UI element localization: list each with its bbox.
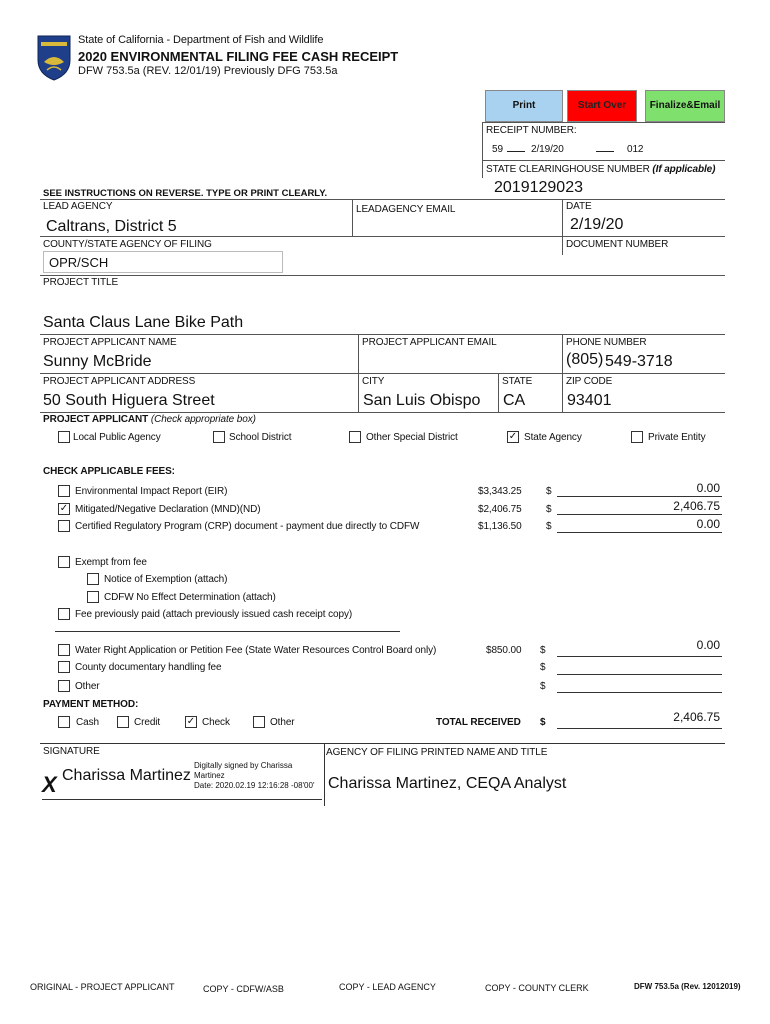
lead-agency-label: LEAD AGENCY bbox=[43, 201, 113, 212]
checkbox-water-right[interactable] bbox=[58, 644, 70, 656]
printed-name-label: AGENCY OF FILING PRINTED NAME AND TITLE bbox=[326, 747, 548, 758]
fee-eir: $3,343.25 bbox=[478, 486, 522, 497]
signature-x-mark: X bbox=[42, 772, 57, 797]
checkbox-cash[interactable] bbox=[58, 716, 70, 728]
checkbox-school-district[interactable] bbox=[213, 431, 225, 443]
checkbox-private-entity[interactable] bbox=[631, 431, 643, 443]
amount-crp[interactable]: 0.00 bbox=[696, 517, 720, 531]
fee-mnd: $2,406.75 bbox=[478, 504, 522, 515]
total-received-amount[interactable]: 2,406.75 bbox=[673, 710, 720, 724]
county-value: OPR/SCH bbox=[49, 255, 109, 270]
dollar-crp: $ bbox=[546, 521, 552, 532]
label-exempt: Exempt from fee bbox=[75, 557, 147, 568]
document-number-label: DOCUMENT NUMBER bbox=[566, 239, 669, 250]
clearinghouse-label: STATE CLEARINGHOUSE NUMBER (If applicable) bbox=[486, 164, 716, 175]
label-state-agency: State Agency bbox=[524, 432, 582, 443]
checkbox-other-fee[interactable] bbox=[58, 680, 70, 692]
amount-eir[interactable]: 0.00 bbox=[696, 481, 720, 495]
date-value[interactable]: 2/19/20 bbox=[570, 216, 624, 233]
print-button[interactable]: Print bbox=[485, 90, 563, 122]
applicant-type-label: PROJECT APPLICANT (Check appropriate box) bbox=[43, 414, 256, 425]
label-other-special-district: Other Special District bbox=[366, 432, 458, 443]
label-no-effect: CDFW No Effect Determination (attach) bbox=[104, 592, 276, 603]
payment-method-label: PAYMENT METHOD: bbox=[43, 699, 139, 710]
total-received-label: TOTAL RECEIVED bbox=[436, 717, 521, 728]
project-title-value[interactable]: Santa Claus Lane Bike Path bbox=[43, 314, 244, 331]
checkbox-credit[interactable] bbox=[117, 716, 129, 728]
label-crp: Certified Regulatory Program (CRP) document - payment due directly to CDFW bbox=[75, 521, 420, 532]
dollar-mnd: $ bbox=[546, 504, 552, 515]
footer-copy-cdfw: COPY - CDFW/ASB bbox=[203, 984, 284, 994]
label-water-right: Water Right Application or Petition Fee (State Water Resources Control Board only) bbox=[75, 645, 437, 656]
finalize-email-button[interactable]: Finalize&Email bbox=[645, 90, 725, 122]
receipt-number-part1[interactable]: 59 bbox=[492, 144, 503, 155]
total-dollar: $ bbox=[540, 717, 546, 728]
city-label: CITY bbox=[362, 376, 385, 387]
checkbox-no-effect[interactable] bbox=[87, 591, 99, 603]
dollar-water-right: $ bbox=[540, 645, 546, 656]
checkbox-notice-of-exemption[interactable] bbox=[87, 573, 99, 585]
label-credit: Credit bbox=[134, 717, 161, 728]
phone-area-code[interactable]: (805) bbox=[566, 351, 604, 368]
applicant-type-note: (Check appropriate box) bbox=[150, 414, 256, 425]
signature-field[interactable] bbox=[42, 758, 322, 802]
fees-label: CHECK APPLICABLE FEES: bbox=[43, 466, 175, 477]
footer-copy-lead: COPY - LEAD AGENCY bbox=[339, 982, 436, 992]
county-field[interactable] bbox=[43, 251, 283, 273]
signature-label: SIGNATURE bbox=[43, 746, 100, 757]
clearinghouse-number[interactable]: 2019129023 bbox=[494, 179, 583, 196]
address-label: PROJECT APPLICANT ADDRESS bbox=[43, 376, 196, 387]
instructions-text: SEE INSTRUCTIONS ON REVERSE. TYPE OR PRINT CLEARLY. bbox=[43, 188, 328, 199]
label-check: Check bbox=[202, 717, 230, 728]
applicant-email-label: PROJECT APPLICANT EMAIL bbox=[362, 337, 497, 348]
checkbox-state-agency[interactable]: ✓ bbox=[508, 431, 518, 442]
zip-label: ZIP CODE bbox=[566, 376, 613, 387]
county-label: COUNTY/STATE AGENCY OF FILING bbox=[43, 239, 212, 250]
label-mnd: Mitigated/Negative Declaration (MND)(ND) bbox=[75, 504, 261, 515]
label-eir: Environmental Impact Report (EIR) bbox=[75, 486, 228, 497]
amount-water-right[interactable]: 0.00 bbox=[696, 638, 720, 652]
address-value[interactable]: 50 South Higuera Street bbox=[43, 392, 215, 409]
checkbox-crp[interactable] bbox=[58, 520, 70, 532]
checkbox-local-public-agency[interactable] bbox=[58, 431, 70, 443]
applicant-name-label: PROJECT APPLICANT NAME bbox=[43, 337, 177, 348]
label-local-public-agency: Local Public Agency bbox=[73, 432, 161, 443]
seal-icon bbox=[36, 34, 72, 82]
fee-water-right: $850.00 bbox=[486, 645, 522, 656]
receipt-number-part3[interactable]: 012 bbox=[627, 144, 644, 155]
project-title-label: PROJECT TITLE bbox=[43, 277, 119, 288]
state-label: STATE bbox=[502, 376, 533, 387]
form-title: 2020 ENVIRONMENTAL FILING FEE CASH RECEIPT bbox=[78, 49, 399, 64]
agency-name: State of California - Department of Fish and Wildlife bbox=[78, 34, 324, 46]
city-value[interactable]: San Luis Obispo bbox=[363, 392, 481, 409]
receipt-number-label: RECEIPT NUMBER: bbox=[486, 125, 577, 136]
dollar-eir: $ bbox=[546, 486, 552, 497]
footer-copy-county: COPY - COUNTY CLERK bbox=[485, 983, 589, 993]
digital-sig-line3: Date: 2020.02.19 12:16:28 -08'00' bbox=[194, 781, 315, 790]
checkbox-other-payment[interactable] bbox=[253, 716, 265, 728]
signature-name: Charissa Martinez bbox=[62, 767, 191, 784]
label-school-district: School District bbox=[229, 432, 292, 443]
applicant-name-value[interactable]: Sunny McBride bbox=[43, 353, 152, 370]
clearinghouse-note: (If applicable) bbox=[652, 164, 716, 175]
lead-agency-email-label: LEADAGENCY EMAIL bbox=[356, 204, 456, 215]
label-private-entity: Private Entity bbox=[648, 432, 706, 443]
digital-sig-line1: Digitally signed by Charissa bbox=[194, 761, 293, 770]
state-value[interactable]: CA bbox=[503, 392, 526, 409]
form-revision: DFW 753.5a (REV. 12/01/19) Previously DFG 753.5a bbox=[78, 65, 338, 77]
checkbox-previously-paid[interactable] bbox=[58, 608, 70, 620]
label-cash: Cash bbox=[76, 717, 99, 728]
checkbox-mnd[interactable]: ✓ bbox=[59, 503, 69, 514]
label-other-payment: Other bbox=[270, 717, 295, 728]
phone-label: PHONE NUMBER bbox=[566, 337, 647, 348]
date-label: DATE bbox=[566, 201, 592, 212]
receipt-number-part2[interactable]: 2/19/20 bbox=[531, 144, 564, 155]
fee-crp: $1,136.50 bbox=[478, 521, 522, 532]
dollar-county-handling: $ bbox=[540, 662, 546, 673]
dollar-other-fee: $ bbox=[540, 681, 546, 692]
label-previously-paid: Fee previously paid (attach previously issued cash receipt copy) bbox=[75, 609, 353, 620]
footer-copy-original: ORIGINAL - PROJECT APPLICANT bbox=[30, 982, 175, 992]
checkbox-county-handling[interactable] bbox=[58, 661, 70, 673]
digital-sig-line2: Martinez bbox=[194, 771, 225, 780]
start-over-button[interactable]: Start Over bbox=[567, 90, 637, 122]
amount-mnd[interactable]: 2,406.75 bbox=[673, 499, 720, 513]
phone-number-value[interactable]: 549-3718 bbox=[605, 353, 673, 370]
agency-seal bbox=[36, 34, 72, 82]
footer-form-id: DFW 753.5a (Rev. 12012019) bbox=[634, 982, 741, 991]
label-county-handling: County documentary handling fee bbox=[75, 662, 222, 673]
checkbox-other-special-district[interactable] bbox=[349, 431, 361, 443]
lead-agency-value[interactable]: Caltrans, District 5 bbox=[46, 218, 177, 235]
zip-value[interactable]: 93401 bbox=[567, 392, 612, 409]
label-notice-of-exemption: Notice of Exemption (attach) bbox=[104, 574, 228, 585]
checkbox-eir[interactable] bbox=[58, 485, 70, 497]
checkbox-check[interactable]: ✓ bbox=[186, 716, 196, 727]
printed-name-value[interactable]: Charissa Martinez, CEQA Analyst bbox=[328, 775, 567, 792]
label-other-fee: Other bbox=[75, 681, 100, 692]
checkbox-exempt[interactable] bbox=[58, 556, 70, 568]
